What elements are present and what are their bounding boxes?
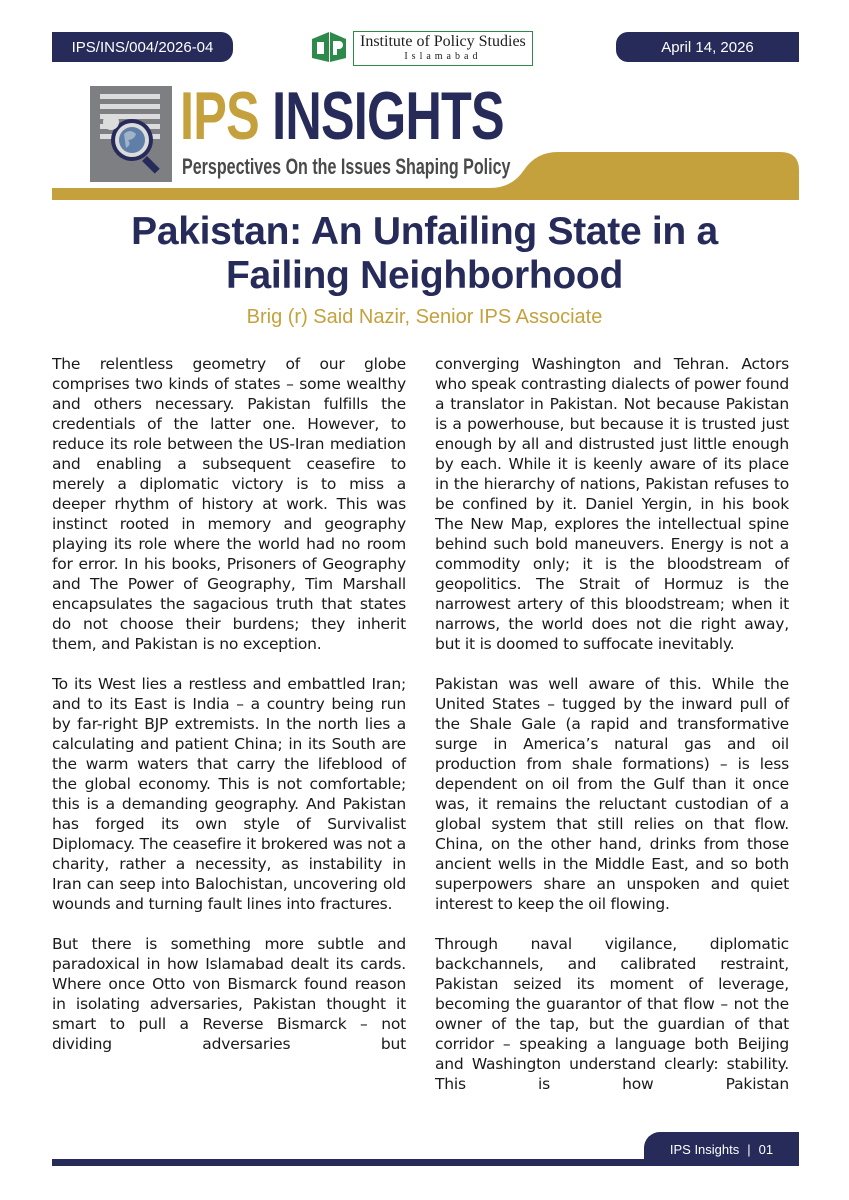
ips-emblem-icon (309, 30, 349, 66)
date-badge (616, 32, 799, 62)
paragraph: To its West lies a restless and embattled Iran; and to its East is India – a country being run by far-right BJP extremists. In the north lies a calculating and patient China; in its South are the warm waters that carry the lifeblood of the global economy. This is not comfortable; this is a demanding geography. And Pakistan has forged its own style of Survivalist Diplomacy. The ceasefire it brokered was not a charity, rather a necessity, as instability in Iran can seep into Balochistan, uncovering old wounds and turning fault lines into fractures. (52, 675, 406, 913)
brand-tagline: Perspectives On the Issues Shaping Policy (182, 154, 511, 179)
paragraph: Through naval vigilance, diplomatic backchannels, and calibrated restraint, Pakistan seized its moment of leverage, becoming the guarantor of that flow – not the owner of the tap, but the guardian of that corridor – speaking a language both Beijing and Washington understand clearly: stability. This is how Pakistan (435, 935, 789, 1093)
paragraph: converging Washington and Tehran. Actors who speak contrasting dialects of power found a translator in Pakistan. Not because Pakistan is a powerhouse, but because it is trusted just enough by all and distrusted just little enough by each. While it is keenly aware of its place in the hierarchy of nations, Pakistan refuses to be confined by it. Daniel Yergin, in his book The New Map, explores the intellectual spine behind such bold maneuvers. Energy is not a commodity only; it is the bloodstream of geopolitics. The Strait of Hormuz is the narrowest artery of this bloodstream; when it narrows, the world does not die right away, but it is doomed to suffocate inevitably. (435, 355, 789, 653)
org-city: Islamabad (404, 50, 482, 62)
paragraph: But there is something more subtle and paradoxical in how Islamabad dealt its cards. Where once Otto von Bismarck found reason in isolating adversaries, Pakistan thought it smart to pull a Reverse Bismarck – not dividing adversaries but (52, 935, 406, 1053)
footer-badge (644, 1132, 799, 1166)
document-id: IPS/INS/004/2026-04 (71, 38, 214, 56)
article-title-line-1: Pakistan: An Unfailing State in a (131, 210, 718, 253)
header-gold-band (52, 148, 799, 200)
right-column (435, 354, 789, 1114)
footer-separator: | (747, 1141, 751, 1157)
org-name-box (353, 31, 533, 66)
brand-title-insights: INSIGHTS (272, 78, 504, 154)
article-title-line-2: Failing Neighborhood (226, 254, 623, 297)
left-column (52, 354, 406, 1074)
article-title (60, 210, 789, 298)
footer-label: IPS Insights (669, 1141, 740, 1157)
article-byline: Brig (r) Said Nazir, Senior IPS Associate (246, 306, 603, 328)
org-logo (309, 30, 533, 66)
brand-title-ips: IPS (180, 78, 259, 154)
brand-title (180, 76, 504, 156)
document-id-badge (52, 32, 233, 62)
page-number: 01 (758, 1141, 774, 1157)
paragraph: Pakistan was well aware of this. While the United States – tugged by the inward pull of the Shale Gale (a rapid and transformative surge in America’s natural gas and oil production from shale formations) – is less dependent on oil from the Gulf than it once was, it remains the reluctant custodian of a global system that still relies on that flow. China, on the other hand, drinks from those ancient wells in the Middle East, and so both superpowers share an unspoken and quiet interest to keep the oil flowing. (435, 675, 789, 913)
paragraph: The relentless geometry of our globe comprises two kinds of states – some wealthy and others necessary. Pakistan fulfills the credentials of the latter one. However, to reduce its role between the US-Iran mediation and enabling a subsequent ceasefire to merely a diplomatic victory is to miss a deeper rhythm of history at work. This was instinct rooted in memory and geography playing its role where the world had no room for error. In his books, Prisoners of Geography and The Power of Geography, Tim Marshall encapsulates the sagacious truth that states do not choose their burdens; they inherit them, and Pakistan is no exception. (52, 355, 406, 653)
publication-date: April 14, 2026 (661, 38, 754, 56)
org-name: Institute of Policy Studies (360, 32, 526, 50)
